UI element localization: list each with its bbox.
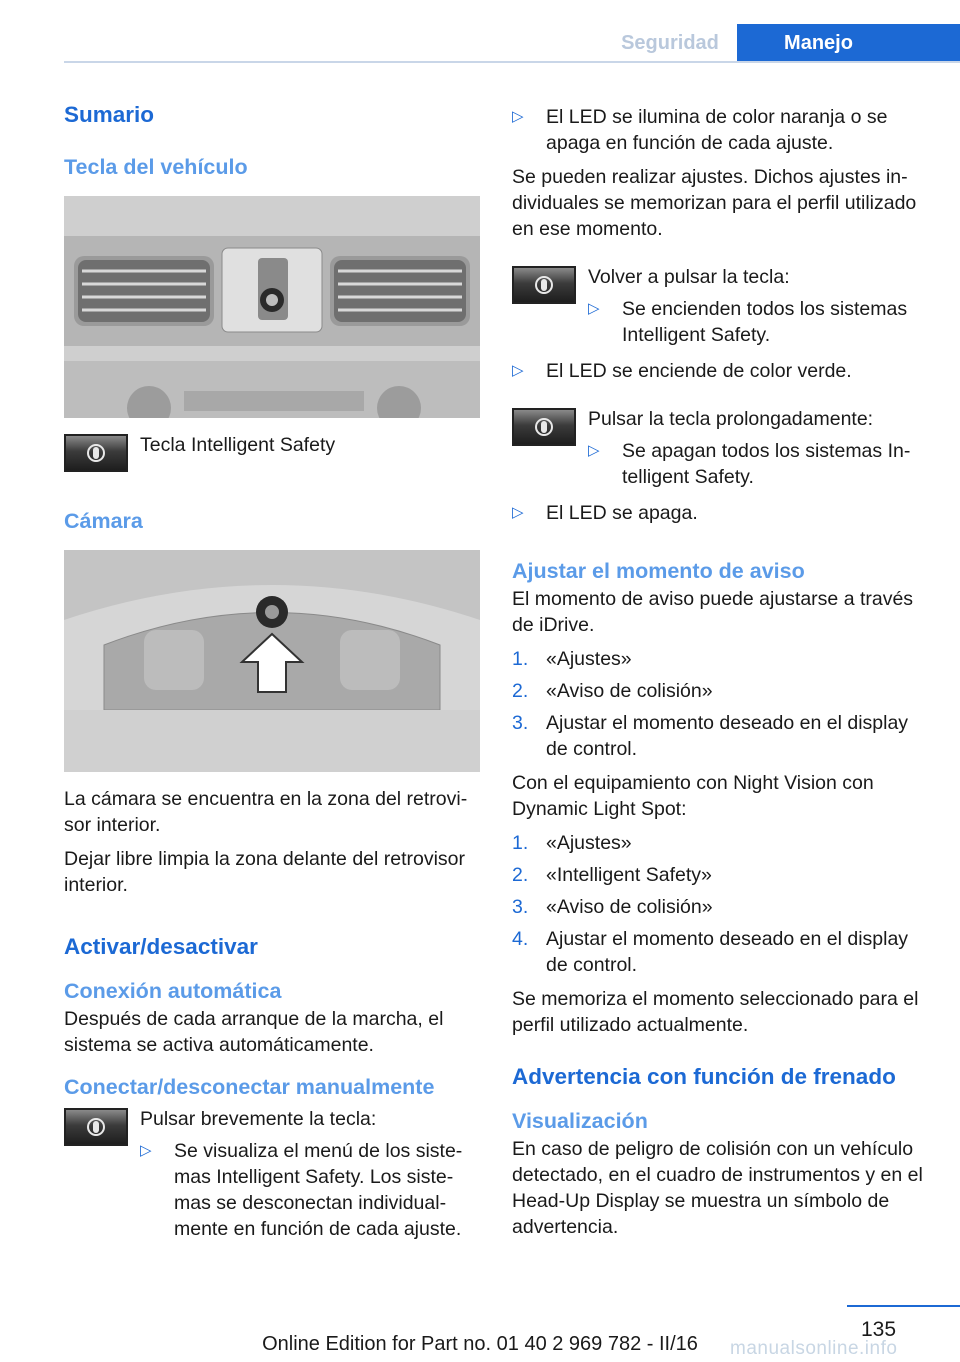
nightvision-paragraph: Con el equipamiento con Night Vision con Dynamic Light Spot: xyxy=(512,772,874,820)
conexion-paragraph: Después de cada arranque de la marcha, el sistema se activa automáticamente. xyxy=(64,1008,444,1056)
edition-footer: Online Edition for Part no. 01 40 2 969 782 - II/16 xyxy=(262,1333,698,1355)
triangle-bullet-icon: ▷ xyxy=(588,300,600,317)
heading-ajustar: Ajustar el momento de aviso xyxy=(512,559,805,583)
right-column xyxy=(512,100,928,1240)
key2-text: Volver a pulsar la tecla: xyxy=(588,266,790,288)
heading-tecla: Tecla del vehículo xyxy=(64,155,248,179)
memoriza-paragraph: Se memoriza el momento seleccionado para el perfil utilizado actualmente. xyxy=(512,988,919,1036)
dashboard-illustration xyxy=(64,196,480,418)
heading-camara: Cámara xyxy=(64,509,143,533)
list-item: 1. «Ajustes» xyxy=(512,648,632,670)
manual-bullet-text: Se visualiza el menú de los siste-mas Intelligent Safety. Los siste-mas se desconectan individual-mente en función de cada ajuste. xyxy=(174,1140,463,1240)
list-item: 3. «Aviso de colisión» xyxy=(512,896,713,918)
intelligent-safety-key-icon xyxy=(64,434,128,472)
intelligent-safety-key-icon xyxy=(512,266,576,304)
triangle-bullet-icon: ▷ xyxy=(512,362,524,379)
list-item: 4. Ajustar el momento deseado en el display de control. xyxy=(512,928,909,976)
intelligent-safety-key-icon xyxy=(64,1108,128,1146)
left-column xyxy=(64,100,480,1242)
list-item xyxy=(588,438,928,490)
list-item xyxy=(512,500,928,526)
list-item xyxy=(140,1138,480,1242)
camara-paragraph-1: La cámara se encuentra en la zona del retrovi-sor interior. xyxy=(64,788,468,836)
heading-advertencia: Advertencia con función de frenado xyxy=(512,1064,896,1089)
watermark: manualsonline.info xyxy=(730,1338,898,1359)
bullet-led-orange: El LED se ilumina de color naranja o se apaga en función de cada ajuste. xyxy=(546,106,888,154)
camara-paragraph-2: Dejar libre limpia la zona delante del retrovisor interior. xyxy=(64,848,466,896)
tab-manejo[interactable]: Manejo xyxy=(737,24,960,62)
list-ajustar xyxy=(512,646,928,762)
ajustar-paragraph: El momento de aviso puede ajustarse a través de iDrive. xyxy=(512,588,914,636)
bullet-led-off: El LED se apaga. xyxy=(546,502,698,524)
heading-visualizacion: Visualización xyxy=(512,1109,648,1133)
page-number-rule xyxy=(847,1305,960,1307)
list-item: 2. «Aviso de colisión» xyxy=(512,680,713,702)
page-number: 135 xyxy=(861,1318,897,1341)
list-item: 3. Ajustar el momento deseado en el display de control. xyxy=(512,712,909,760)
heading-conexion: Conexión automática xyxy=(64,979,282,1003)
list-nightvision xyxy=(512,830,928,978)
list-item xyxy=(512,104,928,156)
triangle-bullet-icon: ▷ xyxy=(512,504,524,521)
manual-key-row xyxy=(64,1106,480,1242)
header-divider xyxy=(64,61,960,63)
key2-row xyxy=(512,264,928,348)
manual-key-text: Pulsar brevemente la tecla: xyxy=(140,1108,377,1130)
list-item xyxy=(512,358,928,384)
tab-seguridad[interactable]: Seguridad xyxy=(621,31,719,54)
visualizacion-paragraph: En caso de peligro de colisión con un vehículo detectado, en el cuadro de instrumentos y en el Head-Up Display se muestra un símbolo de advertencia. xyxy=(512,1138,923,1238)
key-caption: Tecla Intelligent Safety xyxy=(140,434,336,456)
triangle-bullet-icon: ▷ xyxy=(588,442,600,459)
camera-figure xyxy=(64,550,480,772)
key3-text: Pulsar la tecla prolongadamente: xyxy=(588,408,874,430)
list-item: 2. «Intelligent Safety» xyxy=(512,864,712,886)
windshield-camera-illustration xyxy=(64,550,480,772)
triangle-bullet-icon: ▷ xyxy=(140,1142,152,1159)
heading-manual: Conectar/desconectar manualmente xyxy=(64,1075,435,1099)
list-item xyxy=(588,296,928,348)
key-caption-row xyxy=(64,432,480,472)
bullet-led-green: El LED se enciende de color verde. xyxy=(546,360,852,382)
dashboard-button-figure xyxy=(64,196,480,418)
key3-bullet: Se apagan todos los sistemas In-telligent Safety. xyxy=(622,440,911,488)
list-item: 1. «Ajustes» xyxy=(512,832,632,854)
ajustes-paragraph: Se pueden realizar ajustes. Dichos ajustes in-dividuales se memorizan para el perfil utilizado en ese momento. xyxy=(512,166,917,240)
key2-bullet: Se encienden todos los sistemas Intelligent Safety. xyxy=(622,298,908,346)
triangle-bullet-icon: ▷ xyxy=(512,108,524,125)
heading-sumario: Sumario xyxy=(64,102,155,127)
key3-row xyxy=(512,406,928,490)
intelligent-safety-key-icon xyxy=(512,408,576,446)
heading-activar: Activar/desactivar xyxy=(64,934,258,959)
